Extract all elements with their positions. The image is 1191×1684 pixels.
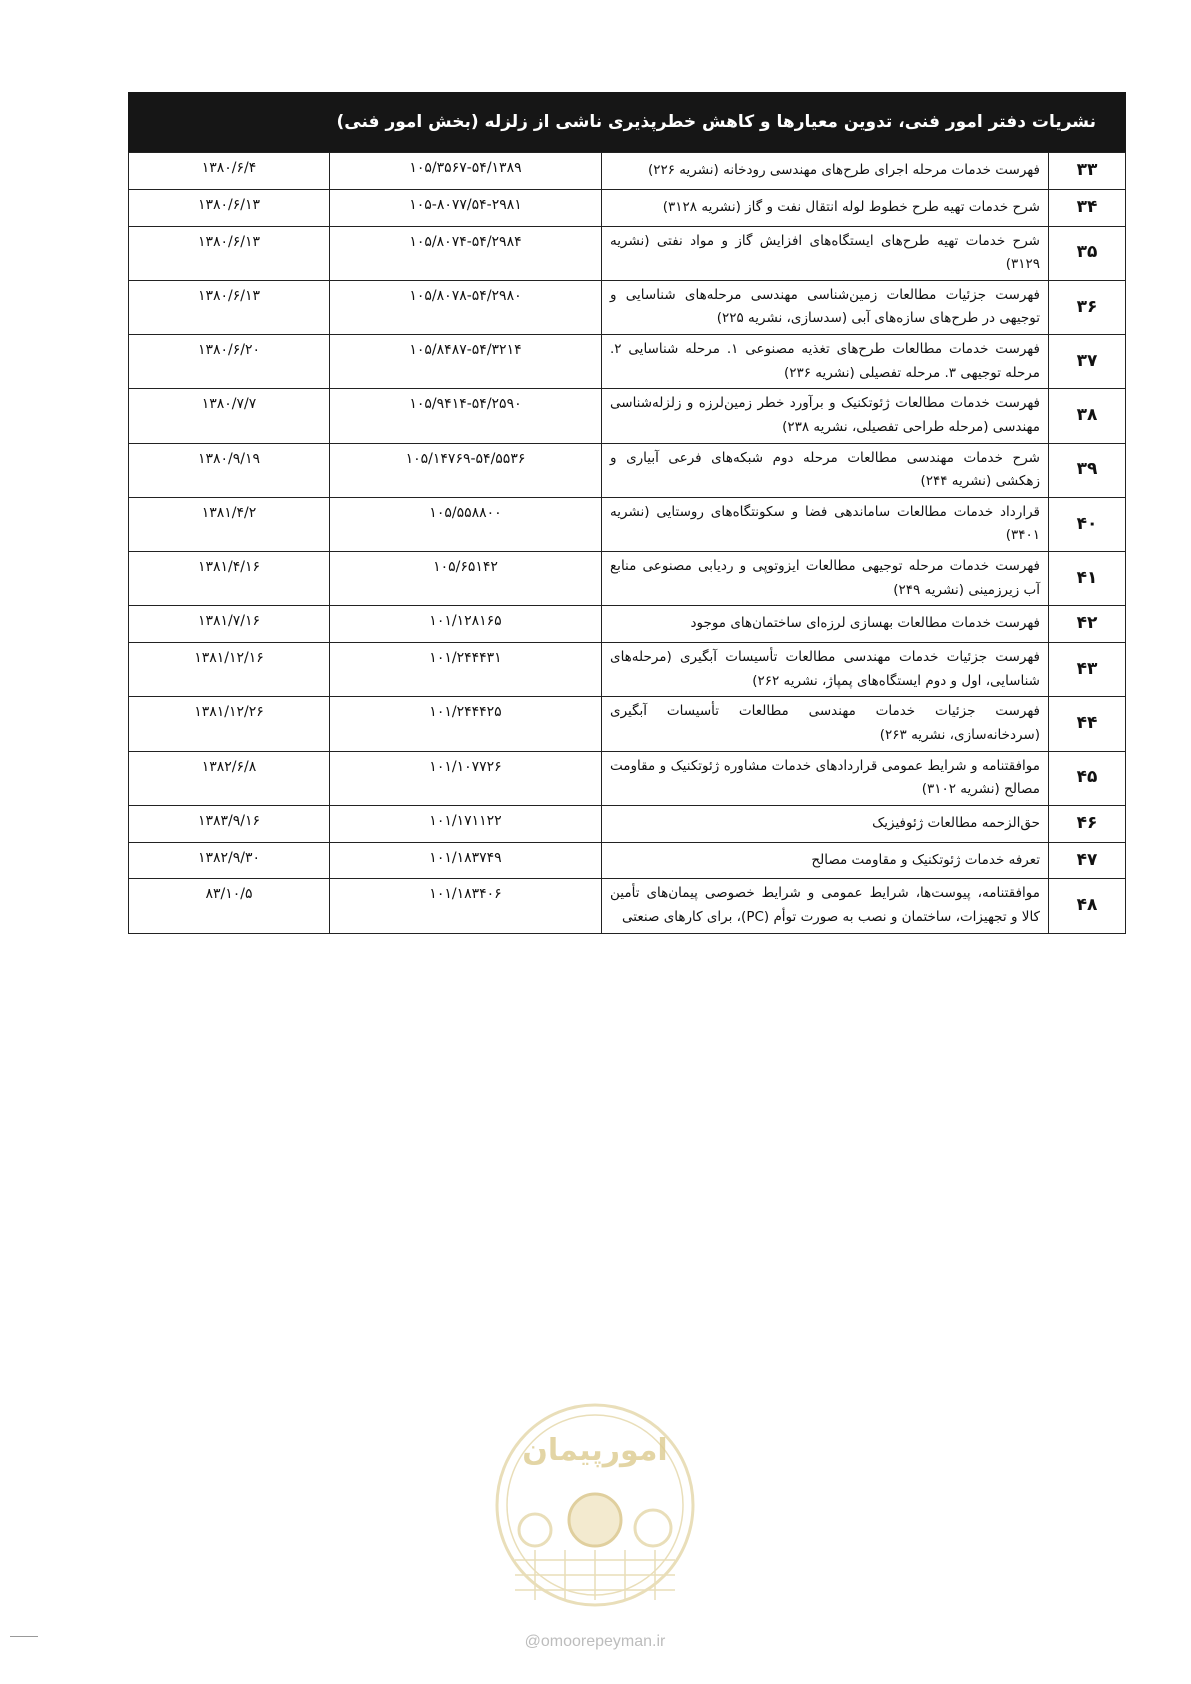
letter-number: ۱۰۱/۱۰۷۷۲۶ [330,751,602,805]
issue-date: ۱۳۸۰/۶/۱۳ [129,226,330,280]
publication-title: فهرست خدمات مرحله اجرای طرح‌های مهندسی رودخانه (نشریه ۲۲۶) [602,153,1049,190]
row-number: ۴۰ [1049,497,1126,551]
publication-title: تعرفه خدمات ژئوتکنیک و مقاومت مصالح [602,842,1049,879]
letter-number: ۱۰۱/۱۷۱۱۲۲ [330,805,602,842]
issue-date: ۱۳۸۰/۶/۱۳ [129,280,330,334]
issue-date: ۱۳۸۰/۶/۱۳ [129,189,330,226]
publication-title: حق‌الزحمه مطالعات ژئوفیزیک [602,805,1049,842]
row-number: ۳۴ [1049,189,1126,226]
issue-date: ۱۳۸۰/۹/۱۹ [129,443,330,497]
table-header [128,92,1126,152]
margin-mark [10,1636,38,1637]
letter-number: ۱۰۵/۱۴۷۶۹-۵۴/۵۵۳۶ [330,443,602,497]
row-number: ۴۱ [1049,552,1126,606]
row-number: ۳۶ [1049,280,1126,334]
publication-title: شرح خدمات تهیه طرح خطوط لوله انتقال نفت و گاز (نشریه ۳۱۲۸) [602,189,1049,226]
letter-number: ۱۰۱/۱۸۳۷۴۹ [330,842,602,879]
issue-date: ۱۳۸۱/۴/۱۶ [129,552,330,606]
table-row [129,606,1126,643]
table-row [129,189,1126,226]
publication-title: فهرست خدمات مرحله توجیهی مطالعات ایزوتوپی و ردیابی مصنوعی منابع آب زیرزمینی (نشریه ۲۴۹) [602,552,1049,606]
issue-date: ۱۳۸۰/۷/۷ [129,389,330,443]
table-row [129,280,1126,334]
row-number: ۳۵ [1049,226,1126,280]
issue-date: ۱۳۸۲/۶/۸ [129,751,330,805]
table-row [129,335,1126,389]
watermark-site: @omoorepeyman.ir [524,1633,666,1650]
publication-title: فهرست خدمات مطالعات بهسازی لرزه‌ای ساختمان‌های موجود [602,606,1049,643]
table-row [129,443,1126,497]
table-title: نشریات دفتر امور فنی، تدوین معیارها و کاهش خطرپذیری ناشی از زلزله (بخش امور فنی) [336,112,1096,132]
row-number: ۴۴ [1049,697,1126,751]
table-row [129,552,1126,606]
table-row [129,751,1126,805]
publications-sheet [128,92,1126,934]
table-row [129,643,1126,697]
publication-title: فهرست جزئیات مطالعات زمین‌شناسی مهندسی مرحله‌های شناسایی و توجیهی در طرح‌های سازه‌های آبی (سدسازی، نشریه ۲۲۵) [602,280,1049,334]
row-number: ۳۹ [1049,443,1126,497]
issue-date: ۱۳۸۱/۱۲/۱۶ [129,643,330,697]
issue-date: ۱۳۸۰/۶/۴ [129,153,330,190]
publication-title: شرح خدمات تهیه طرح‌های ایستگاه‌های افزایش گاز و مواد نفتی (نشریه ۳۱۲۹) [602,226,1049,280]
row-number: ۴۳ [1049,643,1126,697]
letter-number: ۱۰۵/۶۵۱۴۲ [330,552,602,606]
row-number: ۴۸ [1049,879,1126,933]
letter-number: ۱۰۱/۱۸۳۴۰۶ [330,879,602,933]
letter-number: ۱۰۵/۸۰۷۴-۵۴/۲۹۸۴ [330,226,602,280]
issue-date: ۱۳۸۲/۹/۳۰ [129,842,330,879]
table-row [129,153,1126,190]
letter-number: ۱۰۵/۹۴۱۴-۵۴/۲۵۹۰ [330,389,602,443]
row-number: ۳۷ [1049,335,1126,389]
omoorepeyman-watermark-logo [485,1400,705,1660]
publication-title: فهرست خدمات مطالعات ژئوتکنیک و برآورد خطر زمین‌لرزه و زلزله‌شناسی مهندسی (مرحله طراحی تفصیلی، نشریه ۲۳۸) [602,389,1049,443]
letter-number: ۱۰۵/۵۵۸۸۰۰ [330,497,602,551]
table-row [129,879,1126,933]
publication-title: فهرست جزئیات خدمات مهندسی مطالعات تأسیسات آبگیری (سردخانه‌سازی، نشریه ۲۶۳) [602,697,1049,751]
issue-date: ۸۳/۱۰/۵ [129,879,330,933]
table-row [129,389,1126,443]
table-row [129,842,1126,879]
letter-number: ۱۰۵-۸۰۷۷/۵۴-۲۹۸۱ [330,189,602,226]
publication-title: فهرست خدمات مطالعات طرح‌های تغذیه مصنوعی ۱. مرحله شناسایی ۲. مرحله توجیهی ۳. مرحله تفصیلی (نشریه ۲۳۶) [602,335,1049,389]
row-number: ۴۶ [1049,805,1126,842]
table-row [129,805,1126,842]
issue-date: ۱۳۸۳/۹/۱۶ [129,805,330,842]
issue-date: ۱۳۸۰/۶/۲۰ [129,335,330,389]
row-number: ۴۵ [1049,751,1126,805]
row-number: ۴۲ [1049,606,1126,643]
letter-number: ۱۰۱/۲۴۴۴۲۵ [330,697,602,751]
letter-number: ۱۰۵/۳۵۶۷-۵۴/۱۳۸۹ [330,153,602,190]
issue-date: ۱۳۸۱/۷/۱۶ [129,606,330,643]
publication-title: شرح خدمات مهندسی مطالعات مرحله دوم شبکه‌های فرعی آبیاری و زهکشی (نشریه ۲۴۴) [602,443,1049,497]
table-row [129,497,1126,551]
watermark-logo-text: امورپیمان [522,1433,668,1468]
issue-date: ۱۳۸۱/۴/۲ [129,497,330,551]
letter-number: ۱۰۵/۸۴۸۷-۵۴/۳۲۱۴ [330,335,602,389]
row-number: ۳۸ [1049,389,1126,443]
letter-number: ۱۰۵/۸۰۷۸-۵۴/۲۹۸۰ [330,280,602,334]
publication-title: قرارداد خدمات مطالعات ساماندهی فضا و سکونتگاه‌های روستایی (نشریه ۳۴۰۱) [602,497,1049,551]
row-number: ۳۳ [1049,153,1126,190]
table-row [129,226,1126,280]
publication-title: موافقتنامه و شرایط عمومی قراردادهای خدمات مشاوره ژئوتکنیک و مقاومت مصالح (نشریه ۳۱۰۲) [602,751,1049,805]
row-number: ۴۷ [1049,842,1126,879]
letter-number: ۱۰۱/۱۲۸۱۶۵ [330,606,602,643]
table-row [129,697,1126,751]
letter-number: ۱۰۱/۲۴۴۴۳۱ [330,643,602,697]
publications-table [128,152,1126,934]
publication-title: موافقتنامه، پیوست‌ها، شرایط عمومی و شرایط خصوصی پیمان‌های تأمین کالا و تجهیزات، ساختمان و نصب به صورت توأم (PC)، برای کارهای صنعتی [602,879,1049,933]
publication-title: فهرست جزئیات خدمات مهندسی مطالعات تأسیسات آبگیری (مرحله‌های شناسایی، اول و دوم ایستگاه‌های پمپاژ، نشریه ۲۶۲) [602,643,1049,697]
issue-date: ۱۳۸۱/۱۲/۲۶ [129,697,330,751]
